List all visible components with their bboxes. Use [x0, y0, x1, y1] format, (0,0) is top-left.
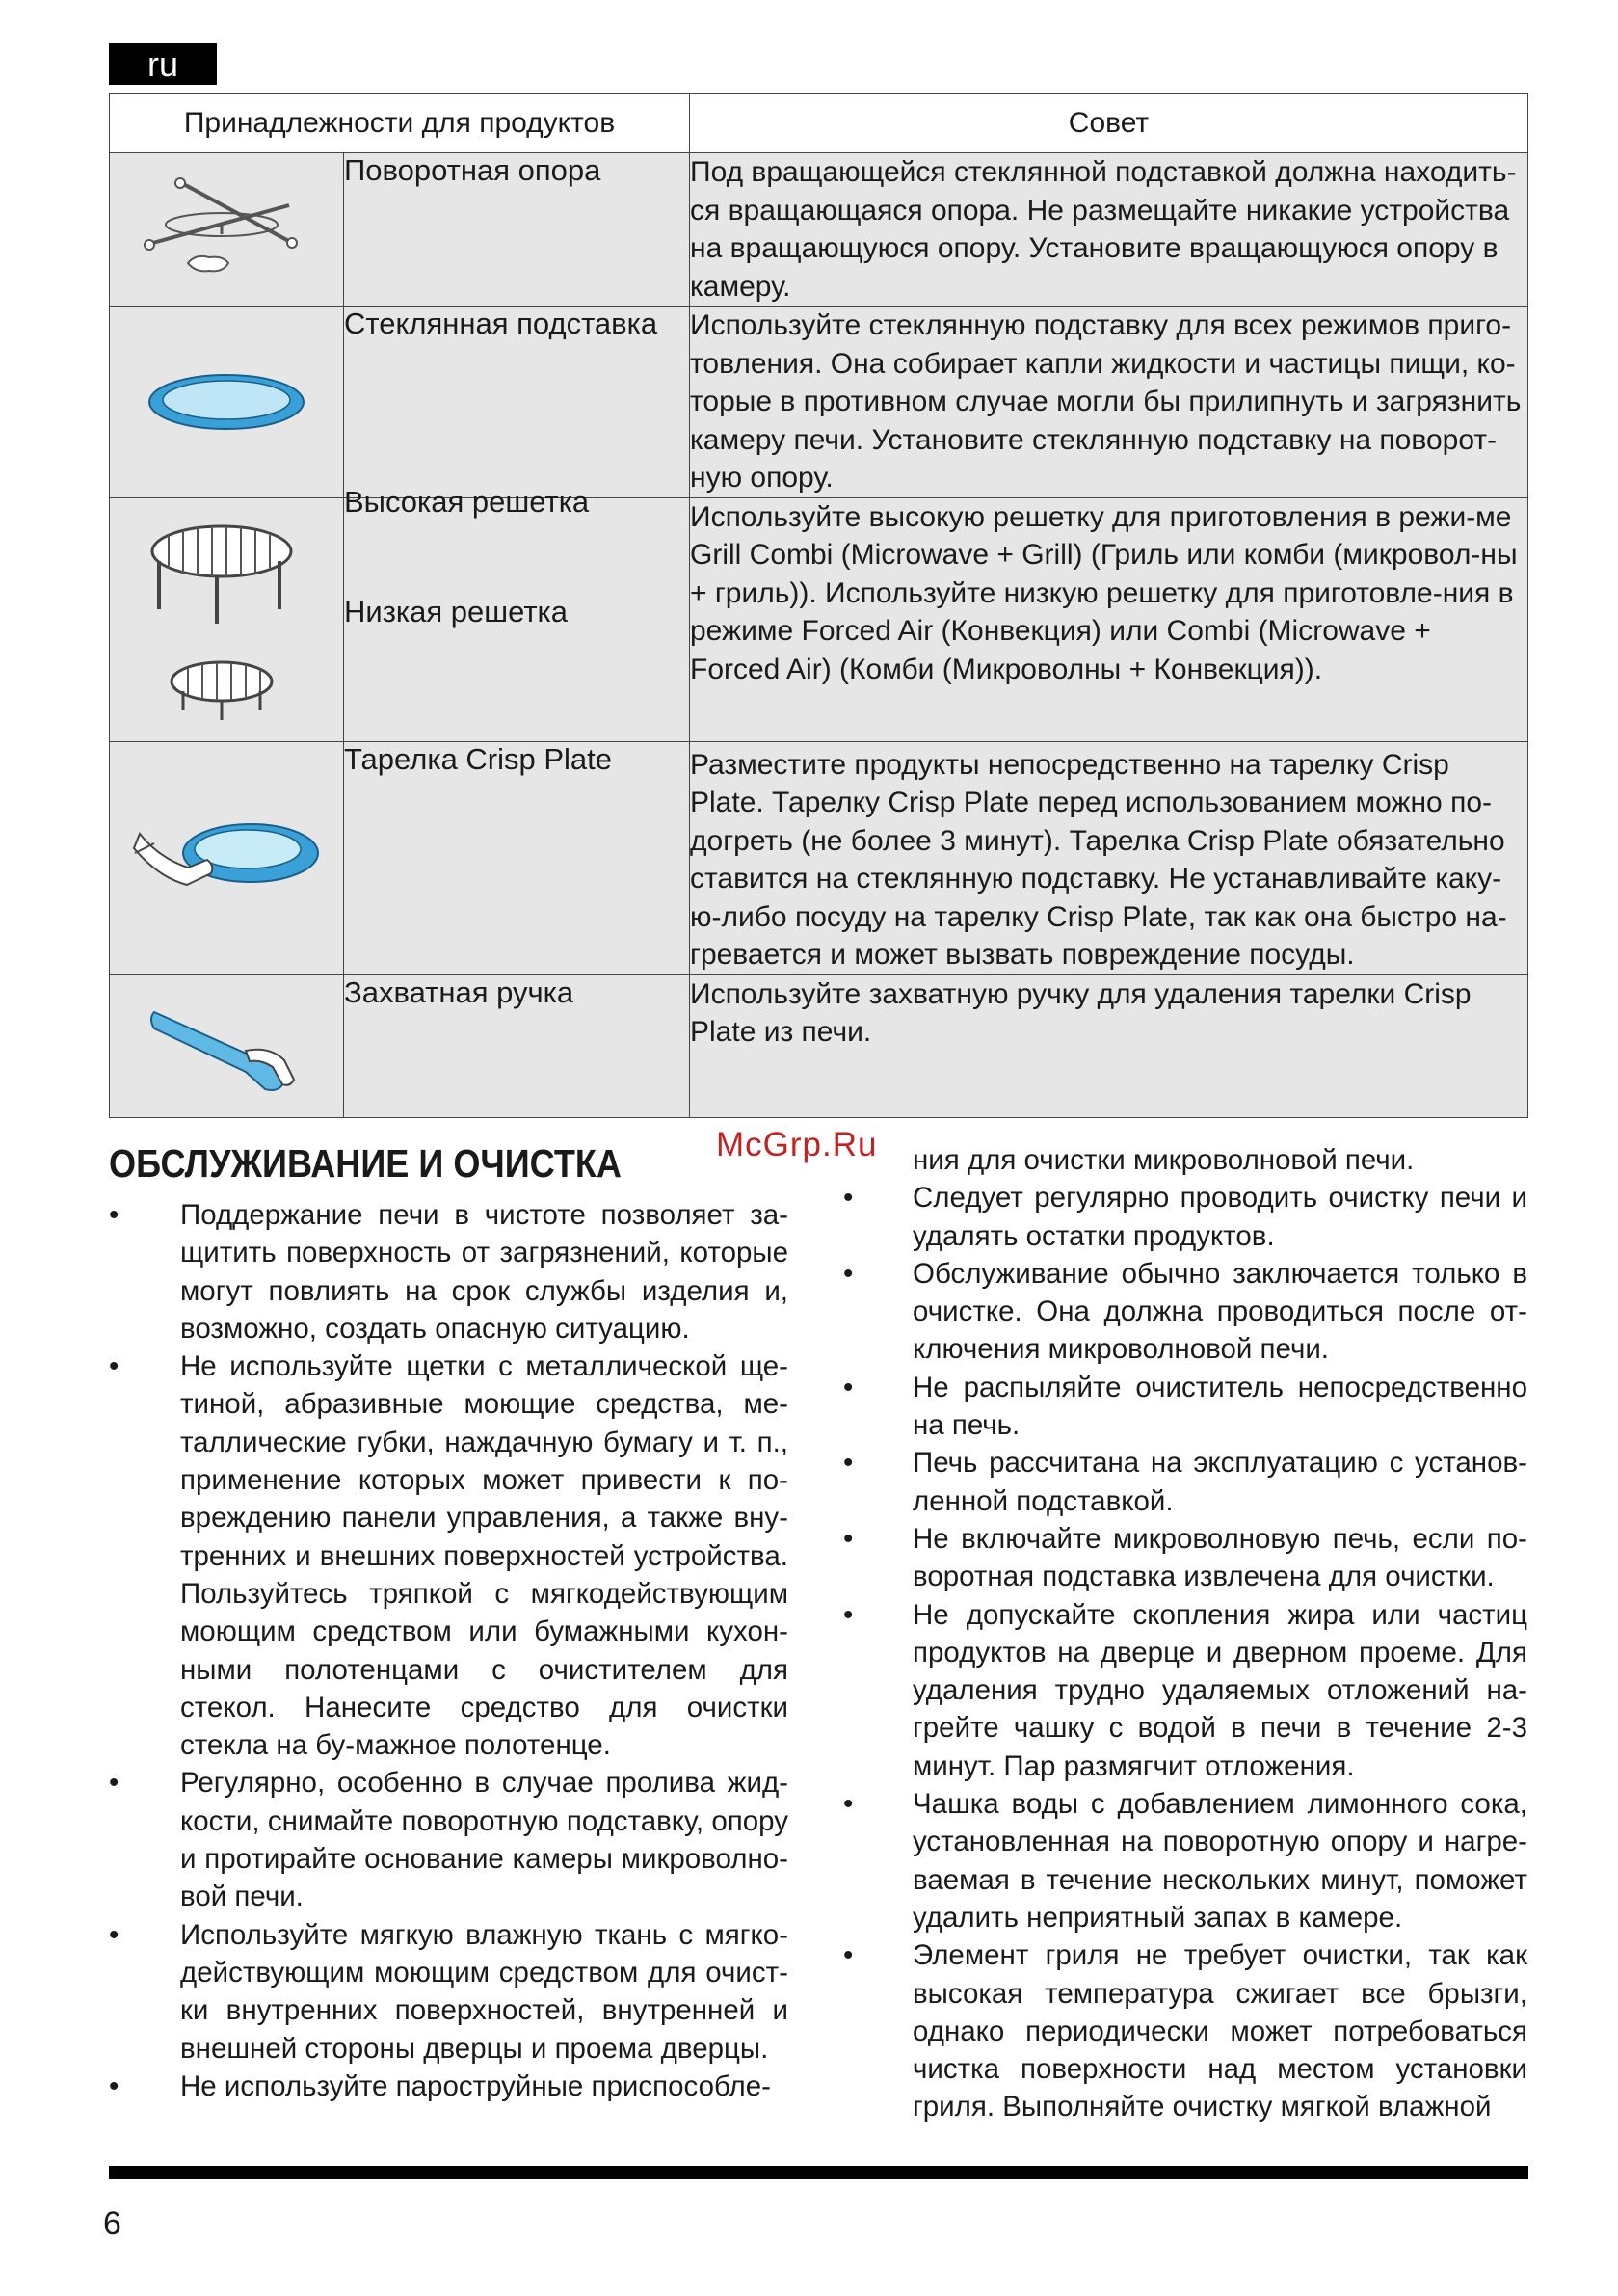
list-item	[843, 1520, 1527, 1596]
list-item-text: Используйте мягкую влажную ткань с мягко-действующим моющим средством для очист-ки внутренних поверхностей, внутренней и внешней стороны дверцы и проема дверцы.	[180, 1918, 788, 2065]
watermark: McGrp.Ru	[716, 1126, 878, 1163]
low-rack-label: Низкая решетка	[344, 594, 569, 628]
list-item-text: Не используйте щетки с металлической ще-тиной, абразивные моющие средства, ме-таллические губки, наждачную бумагу и т. п., применение которых может привести к по-вреждению панели управления, а также вну-тренних и внешних поверхностей устройства. Пользуйтесь тряпкой с мягкодействующим моющим средством или бумажными кухон-ными полотенцами с очистителем для стекол. Нанесите средство для очистки стекла на бу-мажное полотенце.	[180, 1350, 788, 1762]
glass-tray-tip: Используйте стеклянную подставку для всех режимов приго-товления. Она собирает капли жидкости и частицы пищи, ко-торые в противном случае могли бы прилипнуть и загрязнить камеру печи. Установите стеклянную подставку на поворот-ную опору.	[690, 307, 1528, 498]
bullet: •	[109, 1918, 119, 1951]
handle-label: Захватная ручка	[344, 974, 690, 1117]
table-row	[110, 307, 1528, 498]
glass-tray-image	[110, 307, 344, 498]
bullet: •	[843, 1939, 854, 1972]
turntable-support-image	[110, 153, 344, 307]
bullet: •	[109, 1350, 119, 1383]
list-item	[109, 1196, 788, 1348]
right-column	[843, 1141, 1527, 2126]
language-tag: ru	[109, 43, 217, 85]
bullet: •	[843, 1371, 854, 1403]
turntable-support-icon	[130, 172, 323, 287]
handle-tip: Используйте захватную ручку для удаления тарелки Crisp Plate из печи.	[690, 974, 1528, 1117]
list-item-text: Чашка воды с добавлением лимонного сока, установленная на поворотную опору и нагре-ваемая в течение нескольких минут, поможет удалить неприятный запах в камере.	[913, 1788, 1527, 1934]
list-item-text: Элемент гриля не требует очистки, так как высокая температура сжигает все брызги, однако периодически может потребоваться чистка поверхности над местом установки гриля. Выполняйте очистку мягкой влажной	[913, 1939, 1527, 2123]
list-item-text: Не распыляйте очиститель непосредственно на печь.	[913, 1371, 1527, 1442]
rack-icon	[130, 498, 323, 730]
section-title: ОБСЛУЖИВАНИЕ И ОЧИСТКА	[109, 1141, 622, 1186]
list-item	[843, 1596, 1527, 1785]
bullet: •	[109, 1199, 119, 1231]
crisp-handle-icon	[130, 993, 323, 1099]
list-item	[843, 1785, 1527, 1936]
glass-tray-label: Стеклянная подставка	[344, 307, 690, 498]
list-item	[843, 1369, 1527, 1445]
right-continuation: ния для очистки микроволновой печи.	[913, 1144, 1415, 1176]
turntable-support-tip: Под вращающейся стеклянной подставкой должна находить-ся вращающаяся опора. Не размещайте никакие устройства на вращающуюся опору. Установите вращающуюся опору в камеру.	[690, 153, 1528, 307]
table-row	[110, 497, 1528, 741]
right-bullet-list	[843, 1179, 1527, 2125]
list-item	[109, 1916, 788, 2068]
table-row	[110, 153, 1528, 307]
list-item-text: Обслуживание обычно заключается только в очистке. Она должна проводиться после от-ключения микроволновой печи.	[913, 1257, 1527, 1366]
high-rack-label: Высокая решетка	[344, 484, 590, 519]
header-tip: Совет	[690, 94, 1528, 153]
header-accessories: Принадлежности для продуктов	[110, 94, 690, 153]
table-row	[110, 741, 1528, 974]
list-item	[843, 1936, 1527, 2125]
crisp-plate-tip: Разместите продукты непосредственно на тарелку Crisp Plate. Тарелку Crisp Plate перед использованием можно по-догреть (не более 3 минут). Тарелка Crisp Plate обязательно ставится на стеклянную подставку. Не устанавливайте каку-ю-либо посуду на тарелку Crisp Plate, так как она быстро на-гревается и может вызвать повреждение посуды.	[690, 741, 1528, 974]
crisp-plate-icon	[130, 805, 323, 911]
racks-image	[110, 497, 344, 741]
bullet: •	[843, 1522, 854, 1555]
list-item-text: Не используйте пароструйные приспособле-	[180, 2069, 772, 2102]
table-row	[110, 974, 1528, 1117]
footer-rule	[109, 2166, 1528, 2179]
bullet: •	[109, 1767, 119, 1800]
list-item-text: Печь рассчитана на эксплуатацию с установ-ленной подставкой.	[913, 1447, 1527, 1517]
left-column	[109, 1196, 788, 2105]
bullet: •	[843, 1788, 854, 1821]
crisp-plate-image	[110, 741, 344, 974]
list-item-text: Поддержание печи в чистоте позволяет за-щитить поверхность от загрязнений, которые могут повлиять на срок службы изделия и, возможно, создать опасную ситуацию.	[180, 1199, 788, 1345]
list-item	[109, 1764, 788, 1915]
list-item-text: Не допускайте скопления жира или частиц продуктов на дверце и дверном проеме. Для удаления трудно удаляемых отложений на-грейте чашку с водой в печи в течение 2-3 минут. Пар размягчит отложения.	[913, 1598, 1527, 1782]
glass-tray-icon	[140, 363, 313, 441]
list-item-text: Регулярно, особенно в случае пролива жид-кости, снимайте поворотную подставку, опору и протирайте основание камеры микроволно-вой печи.	[180, 1767, 788, 1913]
list-item	[843, 1255, 1527, 1369]
bullet: •	[843, 1447, 854, 1480]
list-item-text: Следует регулярно проводить очистку печи и удалять остатки продуктов.	[913, 1182, 1527, 1252]
turntable-support-label: Поворотная опора	[344, 153, 690, 307]
list-item-text: Не включайте микроволновую печь, если по-воротная подставка извлечена для очистки.	[913, 1522, 1527, 1593]
crisp-plate-label: Тарелка Crisp Plate	[344, 741, 690, 974]
list-item	[843, 1444, 1527, 1520]
handle-image	[110, 974, 344, 1117]
page-number: 6	[103, 2205, 121, 2242]
list-item	[109, 2068, 788, 2105]
bullet: •	[843, 1257, 854, 1290]
list-item	[843, 1179, 1527, 1255]
left-bullet-list	[109, 1196, 788, 2105]
bullet: •	[843, 1182, 854, 1215]
bullet: •	[843, 1598, 854, 1631]
accessories-table	[109, 93, 1528, 1118]
racks-label	[344, 484, 690, 741]
bullet: •	[109, 2069, 119, 2102]
list-item	[109, 1348, 788, 1764]
table-header-row	[110, 94, 1528, 153]
racks-tip: Используйте высокую решетку для приготовления в режи-ме Grill Combi (Microwave + Grill) (Гриль или комби (микровол-ны + гриль)). Используйте низкую решетку для приготовле-ния в режиме Forced Air (Конвекция) или Combi (Microwave + Forced Air) (Комби (Микроволны + Конвекция)).	[690, 497, 1528, 741]
